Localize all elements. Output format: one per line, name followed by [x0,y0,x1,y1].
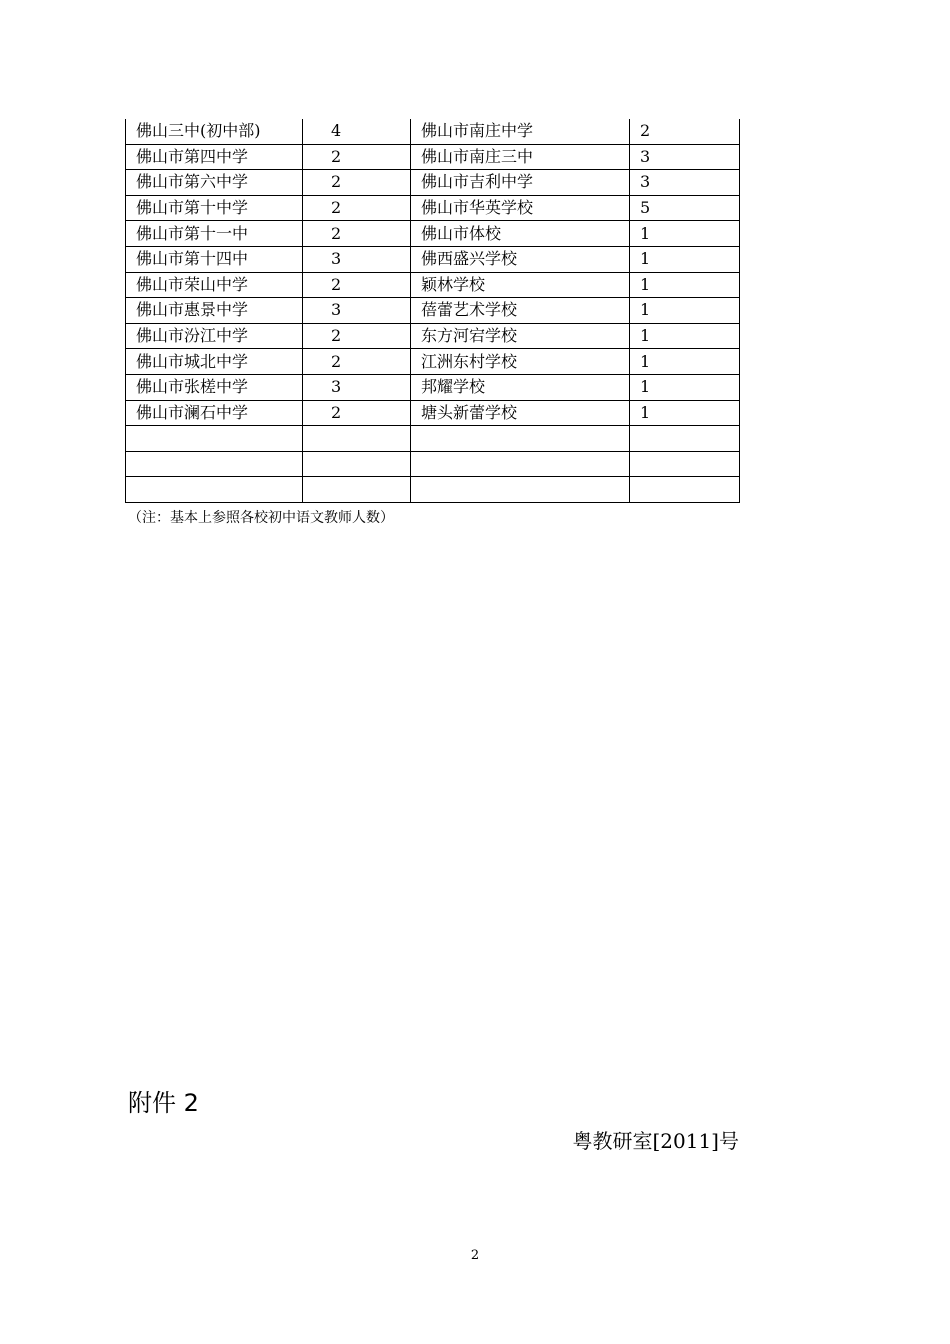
count-right [630,477,740,503]
table-row [126,374,740,400]
school-name-left: 佛山市荣山中学 [126,272,303,298]
document-number: 粤教研室[2011]号 [572,1129,739,1153]
count-left: 2 [303,349,411,375]
school-name-right: 邦耀学校 [411,374,630,400]
count-right: 1 [630,272,740,298]
allocation-table [125,119,740,503]
count-right: 1 [630,349,740,375]
page-number: 2 [470,1248,480,1263]
table-row [126,426,740,452]
school-name-right: 塘头新蕾学校 [411,400,630,426]
count-left: 3 [303,298,411,324]
count-right: 3 [630,170,740,196]
count-left: 2 [303,272,411,298]
table-row [126,246,740,272]
count-left: 2 [303,195,411,221]
school-name-right: 江洲东村学校 [411,349,630,375]
count-right [630,426,740,452]
table-row [126,323,740,349]
school-name-left: 佛山市汾江中学 [126,323,303,349]
count-right: 1 [630,374,740,400]
school-name-right: 佛山市南庄三中 [411,144,630,170]
school-name-right: 蓓蕾艺术学校 [411,298,630,324]
count-right: 1 [630,323,740,349]
count-right: 1 [630,400,740,426]
school-name-right [411,426,630,452]
count-right: 1 [630,246,740,272]
school-name-left: 佛山市第十中学 [126,195,303,221]
school-name-left: 佛山三中(初中部) [126,119,303,144]
count-left: 2 [303,221,411,247]
school-name-left: 佛山市第十一中 [126,221,303,247]
count-left [303,451,411,477]
school-name-left: 佛山市惠景中学 [126,298,303,324]
school-name-left: 佛山市张槎中学 [126,374,303,400]
attachment-label: 附件 2 [128,1089,199,1117]
school-name-right: 佛山市华英学校 [411,195,630,221]
table-note: （注：基本上参照各校初中语文教师人数） [128,510,394,526]
table-row [126,298,740,324]
school-name-right: 佛山市南庄中学 [411,119,630,144]
school-name-right: 颖林学校 [411,272,630,298]
school-name-left: 佛山市澜石中学 [126,400,303,426]
table-row [126,400,740,426]
school-name-right [411,451,630,477]
table-row [126,119,740,144]
count-left: 2 [303,323,411,349]
table-row [126,451,740,477]
count-right [630,451,740,477]
count-left: 3 [303,246,411,272]
school-name-left: 佛山市城北中学 [126,349,303,375]
count-right: 1 [630,221,740,247]
school-name-right: 佛山市体校 [411,221,630,247]
school-name-left [126,477,303,503]
count-left: 2 [303,144,411,170]
count-right: 3 [630,144,740,170]
count-left: 2 [303,400,411,426]
school-name-left: 佛山市第四中学 [126,144,303,170]
table-row [126,221,740,247]
school-name-left [126,451,303,477]
table-row [126,272,740,298]
school-name-right [411,477,630,503]
count-right: 1 [630,298,740,324]
count-left [303,477,411,503]
count-left: 2 [303,170,411,196]
school-name-left [126,426,303,452]
table-row [126,144,740,170]
count-left [303,426,411,452]
school-name-right: 佛山市吉利中学 [411,170,630,196]
count-right: 5 [630,195,740,221]
school-name-right: 东方河宕学校 [411,323,630,349]
school-name-left: 佛山市第六中学 [126,170,303,196]
school-name-left: 佛山市第十四中 [126,246,303,272]
count-left: 4 [303,119,411,144]
count-left: 3 [303,374,411,400]
table-row [126,195,740,221]
allocation-table-body [126,119,740,502]
school-name-right: 佛西盛兴学校 [411,246,630,272]
count-right: 2 [630,119,740,144]
table-row [126,349,740,375]
table-row [126,477,740,503]
table-row [126,170,740,196]
